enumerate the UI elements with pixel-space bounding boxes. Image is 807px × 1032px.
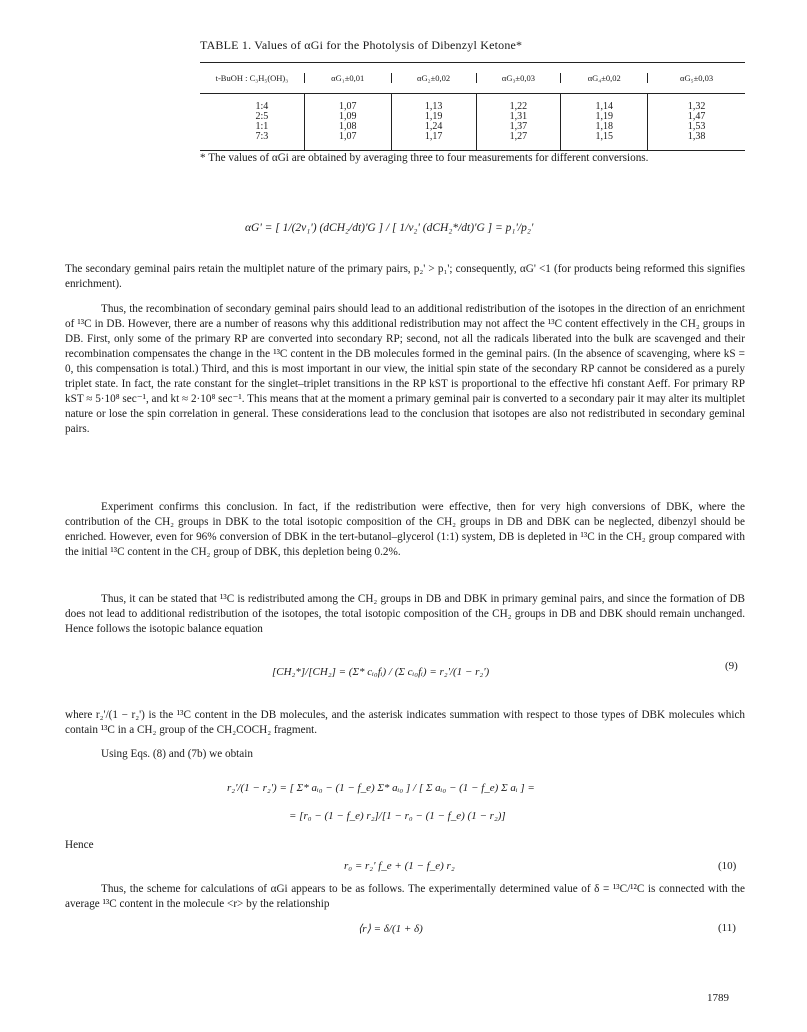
equation-alpha: αG' = [ 1/(2v₁') (dCH₂/dt)'G ] / [ 1/v₂' (dCH₂*/dt)'G ] = p₁'/p₂'	[245, 222, 534, 234]
table-header-cell: αG₅±0,03	[647, 73, 745, 83]
table-cell: 1,07	[338, 131, 357, 142]
table-col-g2	[391, 94, 476, 150]
paragraph: where r₂'/(1 − r₂') is the ¹³C content in the DB molecules, and the asterisk indicates summation with respect to those types of DBK molecules which contain ¹³C in a CH₂ group of the CH₂COCH₂ fragment.	[65, 709, 745, 736]
equation-r2-line1: r₂'/(1 − r₂') = [ Σ* aᵢ₀ − (1 − f_e) Σ* aᵢ₀ ] / [ Σ aᵢ₀ − (1 − f_e) Σ aᵢ ] =	[227, 782, 535, 794]
table-cell: 1,17	[424, 131, 443, 142]
table-cell: 1:1	[255, 121, 269, 132]
equation-9: [CH₂*]/[CH₂] = (Σ* cᵢ₀fᵢ) / (Σ cᵢ₀fᵢ) = r₂'/(1 − r₂')	[272, 666, 490, 678]
table-cell: 1,07	[338, 101, 357, 112]
equation-r2-line2: = [r₀ − (1 − f_e) r₂]/[1 − r₀ − (1 − f_e) (1 − r₂)]	[289, 810, 506, 822]
table-cell: 1,19	[595, 111, 614, 122]
paragraph: Hence	[65, 839, 94, 851]
table-cell: 1,13	[424, 101, 443, 112]
paragraph: Using Eqs. (8) and (7b) we obtain	[101, 748, 253, 760]
table-cell: 1,14	[595, 101, 614, 112]
table-cell: 1,15	[595, 131, 614, 142]
table-cell: 1,19	[424, 111, 443, 122]
equation-number: (11)	[718, 922, 736, 934]
table-caption: TABLE 1. Values of αGi for the Photolysis of Dibenzyl Ketone*	[200, 38, 523, 52]
table-cell: 1,47	[687, 111, 706, 122]
table-col-g4	[560, 94, 647, 150]
table-cell: 1,09	[338, 111, 357, 122]
table-cell: 1,22	[509, 101, 528, 112]
table-header-cell: αG₃±0,03	[476, 73, 561, 83]
table-col-g1	[304, 94, 391, 150]
paragraph: Thus, the recombination of secondary geminal pairs should lead to an additional redistribution of the isotopes in the direction of an enrichment of ¹³C in DB. However, there are a number of reasons why this additional redistribution may not affect the ¹³C content effectively in the CH₂ groups in DB. First, only some of the primary RP are converted into secondary RP; second, not all the radicals liberated into the bulk are scavenged and their recombination compensates the change in the ¹³C content in the DB molecules formed in the geminal pairs. (In the absence of scavenging, where kS = 0, this compensation is total.) Third, and this is most important in our view, the initial spin state of the secondary RP cannot be considered as a purely triplet state. In fact, the rate constant for the singlet–triplet transitions in the RP kST is proportional to the effective hfi constant Aeff. For primary RP kST ≈ 5·10⁸ sec⁻¹, and kt ≈ 2·10⁸ sec⁻¹. This means that at the moment a primary geminal pair is converted to a secondary pair it may alter its multiplet nature or lose the spin correlation in general. These considerations lead to the conclusion that isotopes are also not redistributed in secondary geminal pairs.	[65, 303, 745, 435]
paragraph: Thus, the scheme for calculations of αGi appears to be as follows. The experimentally determined value of δ = ¹³C/¹²C is connected with the average ¹³C content in the molecule <r> by the relationship	[65, 883, 745, 910]
paragraph: The secondary geminal pairs retain the multiplet nature of the primary pairs, p₂' > p₁'; consequently, αG' <1 (for products being reformed this signifies enrichment).	[65, 263, 745, 290]
table-header-cell: αG₄±0,02	[560, 73, 647, 83]
table-header-cell: αG₁±0,01	[304, 73, 391, 83]
table-cell: 1,24	[424, 121, 443, 132]
table-cell: 1,31	[509, 111, 528, 122]
page-number: 1789	[707, 992, 729, 1004]
table-header-cell: αG₂±0,02	[391, 73, 476, 83]
table-col-g5	[647, 94, 745, 150]
table-cell: 1,27	[509, 131, 528, 142]
data-table	[200, 62, 745, 151]
equation-11: ⟨r⟩ = δ/(1 + δ)	[358, 923, 423, 935]
paragraph: Experiment confirms this conclusion. In fact, if the redistribution were effective, then for very high conversions of DBK, where the contribution of the CH₂ groups in DBK to the total isotopic composition of the CH₂ groups in DB and DBK can be neglected, dibenzyl should be enriched. However, even for 96% conversion of DBK in the tert-butanol–glycerol (1:1) system, DB is depleted in ¹³C in the CH₂ group compared with the initial ¹³C content in the CH₂ group of DBK, this depletion being 0.2%.	[65, 501, 745, 558]
equation-10: r₀ = r₂' f_e + (1 − f_e) r₂	[344, 860, 455, 872]
table-footnote: * The values of αGi are obtained by averaging three to four measurements for different conversions.	[200, 152, 649, 164]
table-body	[200, 94, 745, 150]
table-cell: 1:4	[255, 101, 269, 112]
table-col-g3	[476, 94, 561, 150]
table-cell: 1,18	[595, 121, 614, 132]
table-cell: 1,32	[687, 101, 706, 112]
table-cell: 1,08	[338, 121, 357, 132]
table-cell: 1,38	[687, 131, 706, 142]
paragraph: Thus, it can be stated that ¹³C is redistributed among the CH₂ groups in DB and DBK in primary geminal pairs, and since the formation of DB does not lead to additional redistribution of the isotopes, the total isotopic composition of the CH₂ groups in DB and DBK should remain unchanged. Hence follows the isotopic balance equation	[65, 593, 745, 635]
table-header-row	[200, 63, 745, 94]
table-header-cell: t-BuOH : C₃H₅(OH)₃	[215, 73, 289, 83]
table-cell: 2:5	[255, 111, 269, 122]
table-col-ratio	[200, 94, 304, 150]
table-cell: 1,37	[509, 121, 528, 132]
table-cell: 1,53	[687, 121, 706, 132]
table-cell: 7:3	[255, 131, 269, 142]
equation-number: (10)	[718, 860, 737, 872]
equation-number: (9)	[725, 660, 738, 672]
